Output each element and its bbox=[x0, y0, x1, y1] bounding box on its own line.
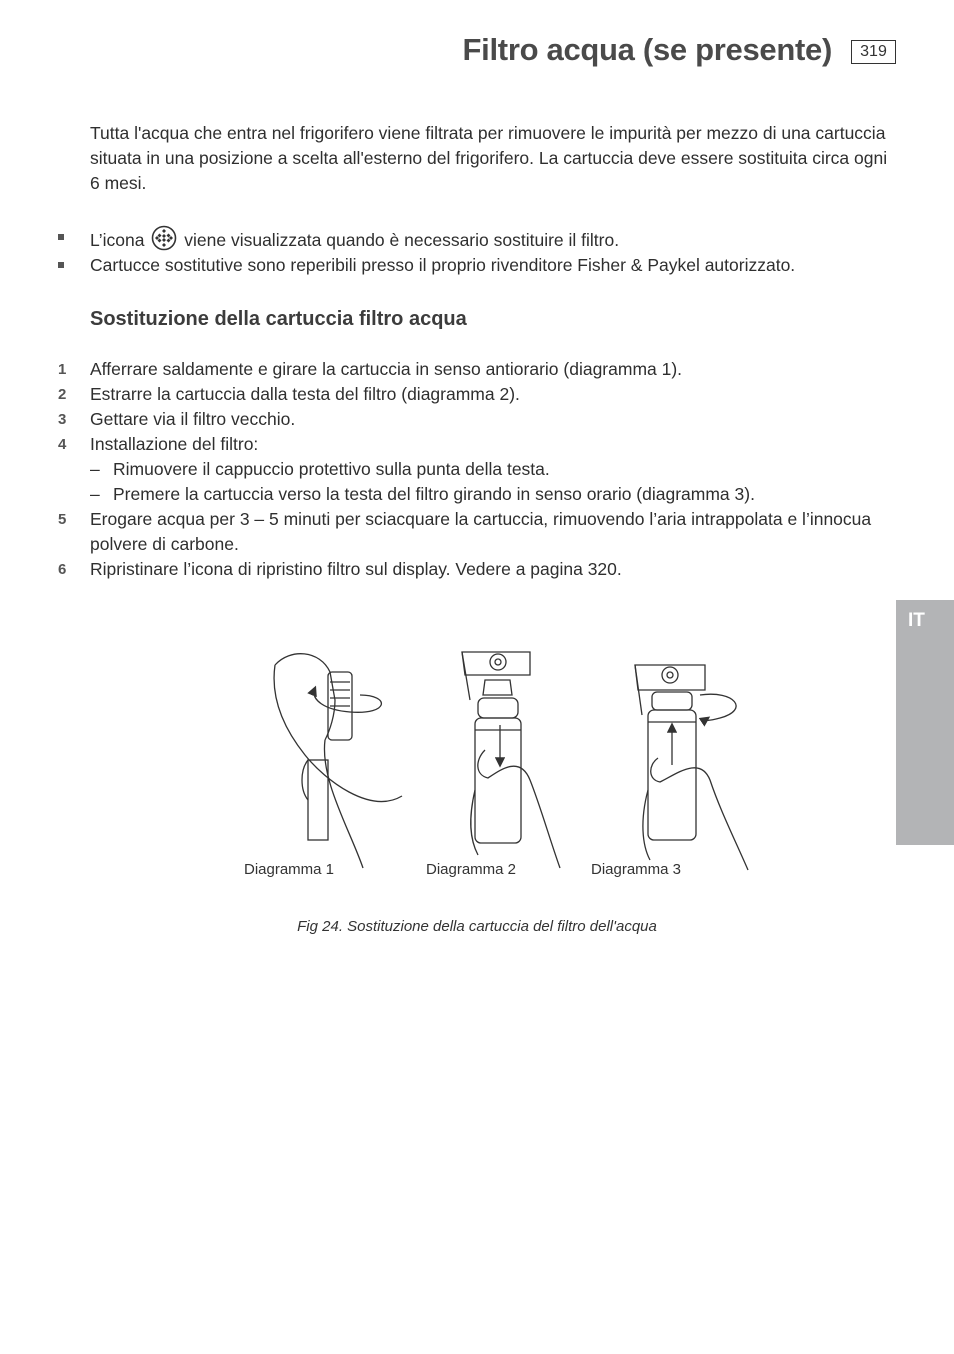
sub-step-dash: – bbox=[90, 459, 100, 479]
bullet-item bbox=[58, 253, 888, 278]
sub-step-item bbox=[58, 457, 888, 482]
bullet-text-before-icon: L’icona bbox=[90, 230, 145, 250]
bullet-marker bbox=[58, 234, 64, 240]
diagram-3-drawing bbox=[635, 665, 748, 870]
bullet-text: Cartucce sostitutive sono reperibili presso il proprio rivenditore Fisher & Paykel autorizzato. bbox=[90, 255, 796, 275]
step-item bbox=[58, 357, 888, 382]
step-text: Ripristinare l’icona di ripristino filtro sul display. Vedere a pagina 320. bbox=[90, 559, 622, 579]
step-text: Estrarre la cartuccia dalla testa del filtro (diagramma 2). bbox=[90, 384, 520, 404]
step-item bbox=[58, 407, 888, 432]
step-number: 6 bbox=[58, 561, 67, 578]
page-number: 319 bbox=[851, 40, 896, 64]
step-number: 2 bbox=[58, 386, 67, 403]
sub-step-text: Rimuovere il cappuccio protettivo sulla punta della testa. bbox=[113, 459, 550, 479]
step-number: 5 bbox=[58, 511, 67, 528]
step-item bbox=[58, 507, 888, 557]
sub-step-item bbox=[58, 482, 888, 507]
steps-list bbox=[58, 357, 888, 582]
bullet-marker bbox=[58, 262, 64, 268]
filter-replacement-illustration bbox=[230, 640, 770, 890]
diagram-3-label: Diagramma 3 bbox=[591, 861, 682, 878]
step-text: Installazione del filtro: bbox=[90, 434, 259, 454]
language-tab bbox=[896, 600, 954, 845]
language-tab-label: IT bbox=[908, 610, 925, 631]
step-item bbox=[58, 557, 888, 582]
bullet-text-after-icon: viene visualizzata quando è necessario sostituire il filtro. bbox=[184, 230, 620, 250]
bullet-item bbox=[58, 225, 888, 253]
diagram-1-label: Diagramma 1 bbox=[244, 861, 335, 878]
bullet-list bbox=[58, 225, 888, 278]
page-title: Filtro acqua (se presente) bbox=[462, 32, 832, 67]
sub-step-text: Premere la cartuccia verso la testa del filtro girando in senso orario (diagramma 3). bbox=[113, 484, 755, 504]
filter-replace-icon bbox=[151, 225, 177, 251]
step-text: Gettare via il filtro vecchio. bbox=[90, 409, 296, 429]
diagram-1-drawing bbox=[274, 654, 402, 868]
step-number: 3 bbox=[58, 411, 67, 428]
step-number: 1 bbox=[58, 361, 67, 378]
step-text: Afferrare saldamente e girare la cartuccia in senso antiorario (diagramma 1). bbox=[90, 359, 683, 379]
step-text: Erogare acqua per 3 – 5 minuti per sciacquare la cartuccia, rimuovendo l’aria intrappolata e l’innocua polvere di carbone. bbox=[90, 509, 872, 554]
sub-step-dash: – bbox=[90, 484, 100, 504]
diagram-2-label: Diagramma 2 bbox=[426, 861, 517, 878]
figure-caption: Fig 24. Sostituzione della cartuccia del filtro dell'acqua bbox=[297, 918, 657, 935]
step-item bbox=[58, 382, 888, 407]
step-number: 4 bbox=[58, 436, 67, 453]
diagram-2-drawing bbox=[462, 652, 560, 868]
section-heading: Sostituzione della cartuccia filtro acqua bbox=[90, 308, 467, 330]
intro-paragraph: Tutta l'acqua che entra nel frigorifero viene filtrata per rimuovere le impurità per mezzo di una cartuccia situata in una posizione a scelta all'esterno del frigorifero. La cartuccia deve essere sostituita circa ogni 6 mesi. bbox=[90, 123, 888, 193]
step-item bbox=[58, 432, 888, 457]
